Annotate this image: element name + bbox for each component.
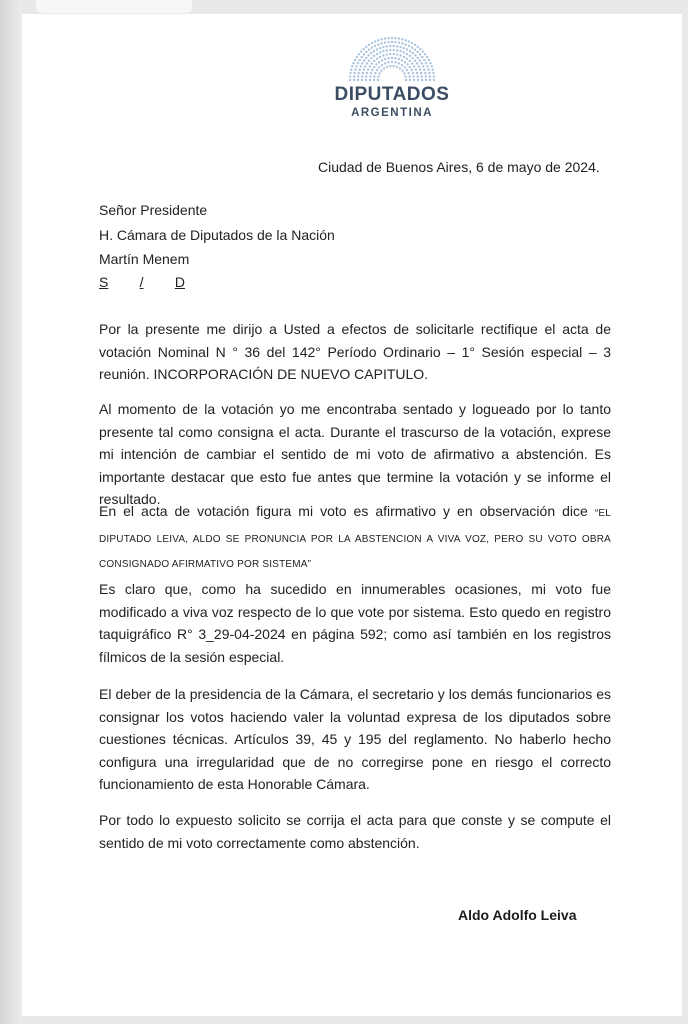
paragraph-1: Por la presente me dirijo a Usted a efectos de solicitarle rectifique el acta de votación Nominal N ° 36 del 142° Período Ordinario – 1° Sesión especial – 3 reunión. INCORPORACIÓN DE NUEVO CAPITULO. (99, 321, 611, 382)
logo-subtitle: ARGENTINA (351, 107, 433, 119)
sd-d: D (174, 274, 185, 290)
letterhead-logo (317, 34, 467, 119)
sd-abbreviation (99, 274, 185, 290)
sd-s: S (99, 274, 109, 290)
date-line: Ciudad de Buenos Aires, 6 de mayo de 2024. (318, 159, 600, 175)
sd-slash: / (139, 274, 144, 290)
letter-page (22, 14, 682, 1016)
paragraph-2: Al momento de la votación yo me encontraba sentado y logueado por lo tanto presente tal como consigna el acta. Durante el trascurso de la votación, exprese mi intención de cambiar el sentido de mi voto de afirmativo a abstención. Es importante destacar que esto fue antes que termine la votación y se informe el resultado. (99, 401, 611, 507)
paragraph-4: Es claro que, como ha sucedido en innumerables ocasiones, mi voto fue modificado a viva voz respecto de lo que vote por sistema. Esto quedo en registro taquigráfico R° 3_29-04-2024 en página 592; como así también en los registros fílmicos de la sesión especial. (99, 581, 611, 665)
logo-title: DIPUTADOS (334, 84, 450, 105)
signature-name: Aldo Adolfo Leiva (458, 907, 577, 923)
page-edge-shadow (0, 0, 22, 1024)
paragraph-3 (99, 500, 611, 577)
addressee-line-2: H. Cámara de Diputados de la Nación (99, 227, 335, 243)
paragraph-5: El deber de la presidencia de la Cámara, el secretario y los demás funcionarios es consignar los votos haciendo valer la voluntad expresa de los diputados sobre cuestiones técnicas. Artículos 39, 45 y 195 del reglamento. No haberlo hecho configura una irregularidad que de no corregirse pone en riesgo el correcto funcionamiento de esta Honorable Cámara. (99, 686, 611, 792)
addressee-line-3: Martín Menem (99, 251, 190, 267)
hemicycle-icon (344, 34, 440, 82)
paragraph-3-quote: “EL DIPUTADO LEIVA, ALDO SE PRONUNCIA POR LA ABSTENCION A VIVA VOZ, PERO SU VOTO OBRA CONSIGNADO AFIRMATIVO POR SISTEMA” (99, 508, 611, 570)
paragraph-3-intro: En el acta de votación figura mi voto es afirmativo y en observación dice (99, 503, 595, 519)
addressee-line-1: Señor Presidente (99, 202, 208, 218)
scan-margin-strip (36, 0, 192, 13)
paragraph-6: Por todo lo expuesto solicito se corrija el acta para que conste y se compute el sentido de mi voto correctamente como abstención. (99, 812, 611, 851)
